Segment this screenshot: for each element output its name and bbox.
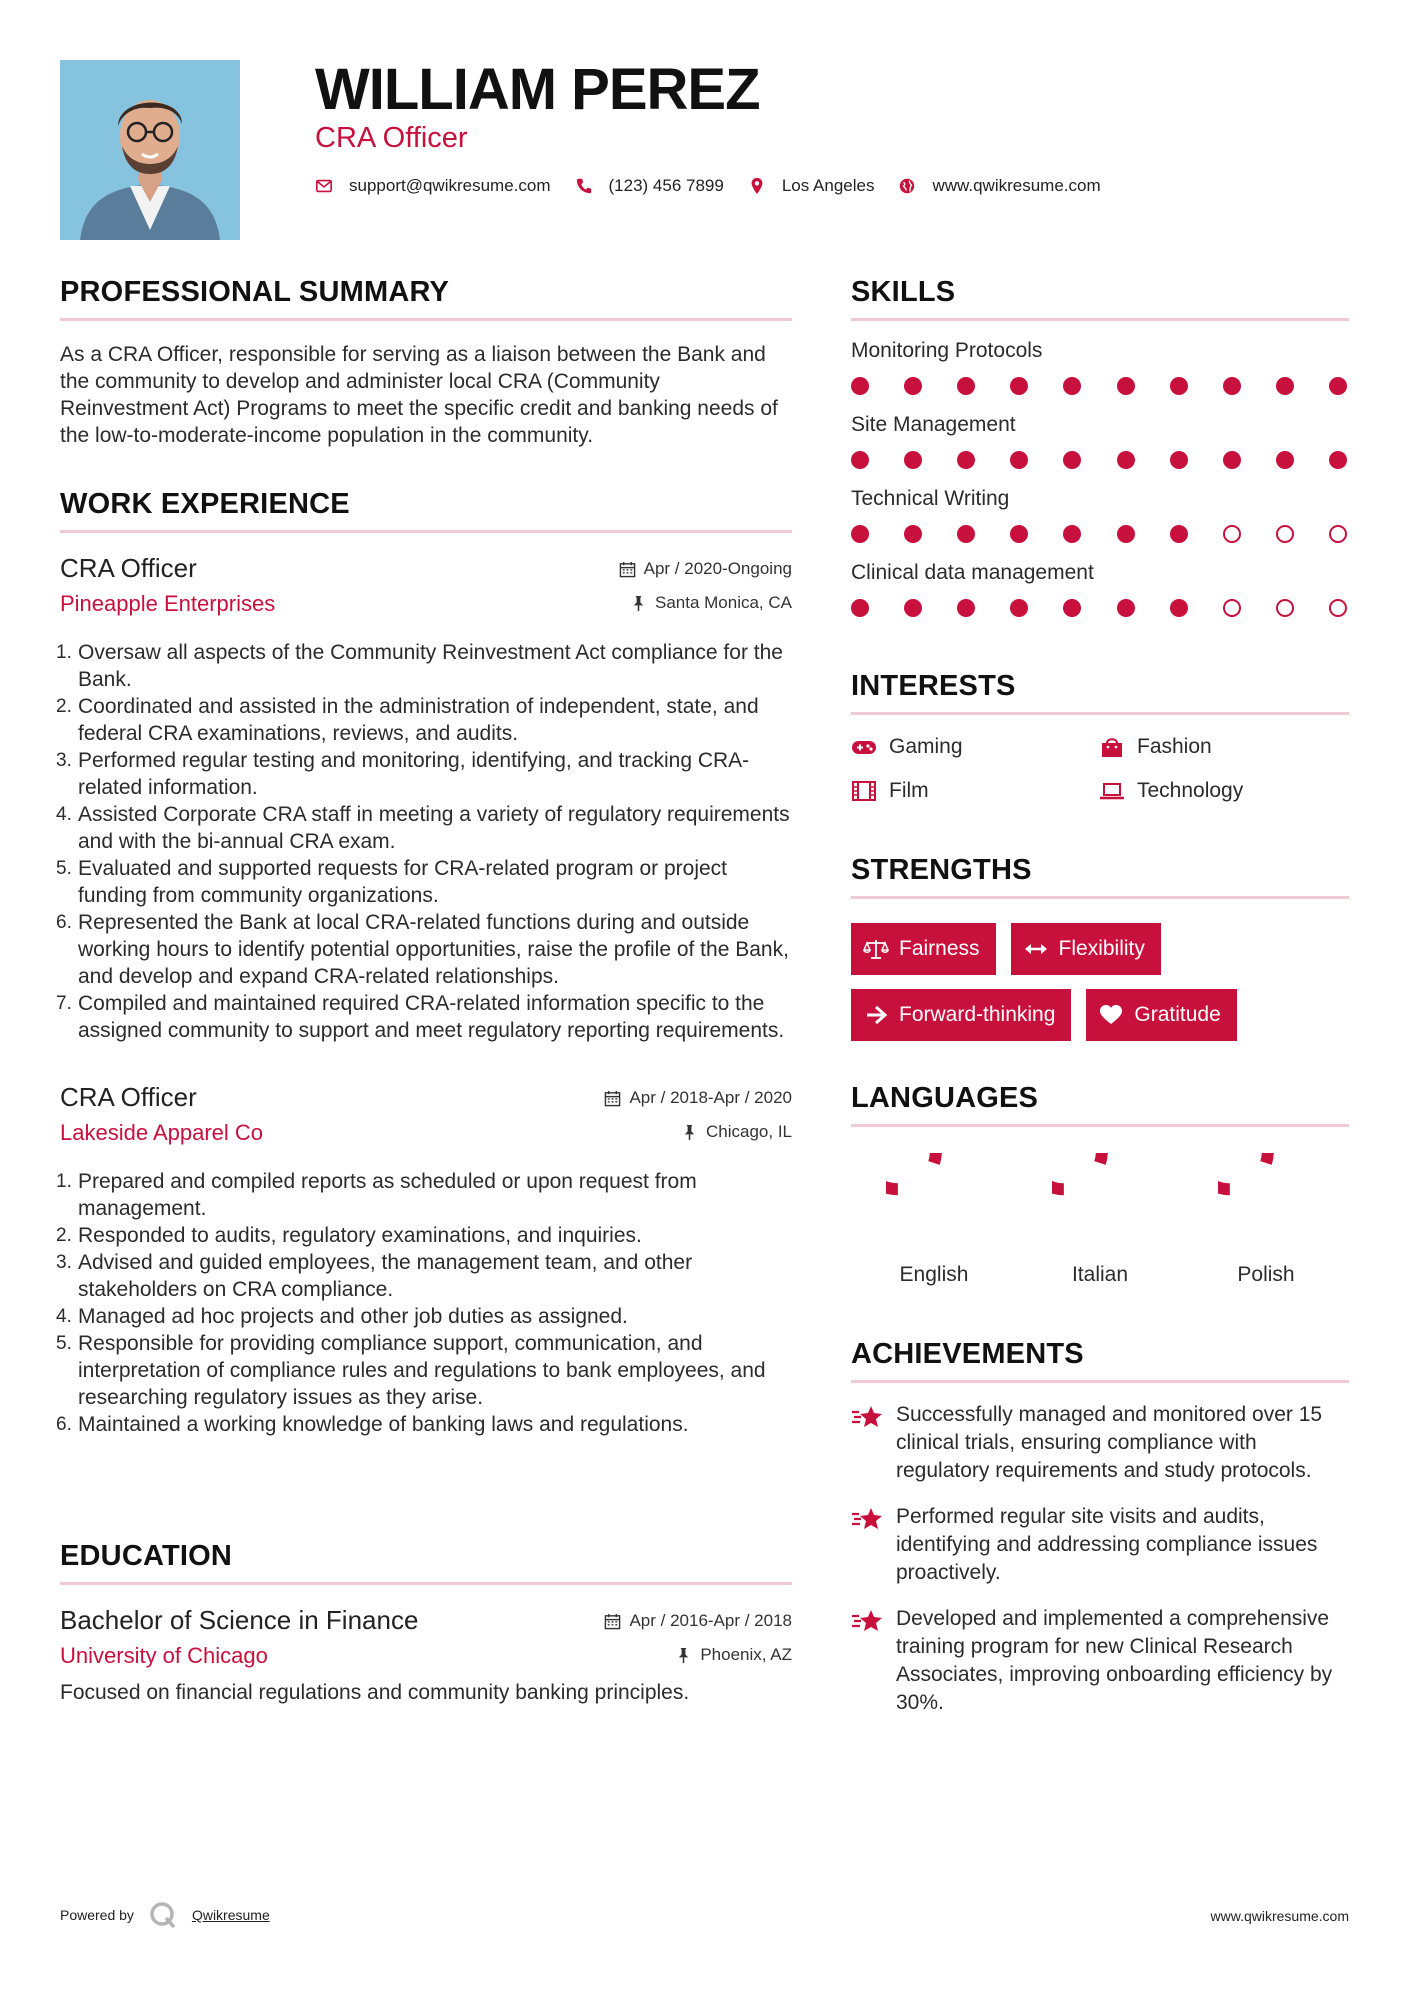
achievement-text: Successfully managed and monitored over 15 clinical trials, ensuring compliance with regulatory requirements and study protocols. [896,1403,1323,1482]
strength-badge [851,989,1071,1041]
skill-dot-filled [1063,377,1081,395]
skill-dot-filled [1276,377,1294,395]
skill-dot-empty [1276,525,1294,543]
skill-dot-empty [1276,599,1294,617]
list-item: 2. Responded to audits, regulatory examinations, and inquiries. [56,1224,642,1247]
skill-dot-filled [1117,377,1135,395]
skill-dot-empty [1223,599,1241,617]
education-location-text: Phoenix, AZ [700,1645,792,1664]
list-item: 5. Evaluated and supported requests for CRA-related program or project funding from community organizations. [56,857,728,907]
interest-label: Technology [1137,779,1244,802]
skill-dot-filled [1170,451,1188,469]
skill-dot-filled [1329,451,1347,469]
strength-label: Fairness [899,937,980,960]
skill-dot-filled [1170,525,1188,543]
education-date-text: Apr / 2016-Apr / 2018 [629,1611,792,1630]
achievement-item [851,1401,1349,1485]
skill-dot-filled [1276,451,1294,469]
skill-dot-filled [1063,451,1081,469]
skill-dot-filled [851,525,869,543]
education-header [60,1605,792,1675]
skill-dot-filled [1170,599,1188,617]
skill-dot-empty [1329,599,1347,617]
skill-dot-filled [1117,599,1135,617]
education-degree: Bachelor of Science in Finance [60,1605,419,1635]
strength-badge [1086,989,1236,1041]
skill-item [851,561,1349,617]
skill-dot-filled [1117,525,1135,543]
achievement-item [851,1605,1349,1717]
phone-icon [575,177,593,195]
language-name: English [899,1263,969,1286]
skill-dot-filled [1010,525,1028,543]
skill-dot-filled [957,599,975,617]
globe-icon [898,177,916,195]
job-entry [56,553,792,1044]
gamepad-icon [851,736,877,758]
contact-email-text: support@qwikresume.com [349,176,551,195]
contact-phone[interactable] [575,176,724,196]
footer-powered-by [60,1900,270,1930]
skill-dot-filled [1223,451,1241,469]
experience-heading: WORK EXPERIENCE [60,488,350,520]
skill-rating [851,525,1349,543]
skill-dot-filled [1063,599,1081,617]
strength-badge [851,923,996,975]
job-location [681,1122,792,1142]
shopping-bag-icon [1099,736,1125,758]
film-icon [851,780,877,802]
calendar-icon [604,1090,621,1107]
achievements-section [851,1338,1349,1717]
job-date-text: Apr / 2018-Apr / 2020 [629,1088,792,1107]
strengths-divider [851,896,1349,899]
achievements-divider [851,1380,1349,1383]
interest-item [851,779,1099,803]
skill-dot-filled [904,451,922,469]
achievement-text: Performed regular site visits and audits, identifying and addressing compliance issues proactively. [896,1505,1318,1584]
shooting-star-icon [851,1403,883,1431]
strength-label: Flexibility [1058,937,1145,960]
skill-item [851,487,1349,543]
job-role: CRA Officer [60,1082,197,1112]
laptop-icon [1099,780,1125,802]
candidate-title: CRA Officer [315,122,468,154]
interest-label: Film [889,779,929,802]
skill-dot-filled [957,525,975,543]
interest-label: Fashion [1137,735,1212,758]
education-date [604,1611,792,1631]
skills-heading: SKILLS [851,276,956,308]
language-item [851,1153,1017,1287]
skill-dot-filled [1010,451,1028,469]
list-item: 1. Prepared and compiled reports as scheduled or upon request from management. [56,1170,697,1220]
skill-name: Technical Writing [851,487,1010,510]
skill-dot-filled [904,599,922,617]
achievement-text: Developed and implemented a comprehensive training program for new Clinical Research Associates, improving onboarding efficiency by 30%. [896,1607,1333,1714]
pushpin-icon [630,595,647,612]
job-role: CRA Officer [60,553,197,583]
footer-website[interactable]: www.qwikresume.com [1210,1908,1349,1924]
contact-email[interactable] [315,176,551,196]
job-date [604,1088,792,1108]
list-item: 7. Compiled and maintained required CRA-related information specific to the assigned community to support and meet regulatory reporting requirements. [56,992,785,1042]
skill-dot-filled [904,377,922,395]
skill-dot-empty [1223,525,1241,543]
education-school: University of Chicago [60,1643,268,1668]
summary-section [60,276,792,449]
job-responsibilities [56,1168,792,1438]
achievement-item [851,1503,1349,1587]
skill-rating [851,599,1349,617]
interests-divider [851,712,1349,715]
interest-label: Gaming [889,735,963,758]
skill-rating [851,377,1349,395]
skill-dot-filled [851,377,869,395]
education-divider [60,1582,792,1585]
list-item: 4. Assisted Corporate CRA staff in meeting a variety of regulatory requirements and with the bi-annual CRA exam. [56,803,790,853]
skill-dot-filled [904,525,922,543]
strengths-section [851,854,1349,1041]
summary-divider [60,318,792,321]
skill-dot-filled [1063,525,1081,543]
job-entry [56,1082,792,1438]
skill-dot-filled [957,377,975,395]
education-section [60,1540,792,1706]
job-company: Lakeside Apparel Co [60,1120,264,1145]
strength-label: Gratitude [1134,1003,1221,1026]
languages-section [851,1082,1349,1287]
skill-item [851,339,1349,395]
education-heading: EDUCATION [60,1540,233,1572]
skill-name: Site Management [851,413,1016,436]
contact-phone-text: (123) 456 7899 [608,176,724,195]
contact-website[interactable] [898,176,1100,196]
skill-dot-filled [851,599,869,617]
skill-dot-filled [1010,599,1028,617]
interest-item [851,735,1099,759]
experience-section [56,488,792,1438]
profile-photo [60,60,240,240]
job-company: Pineapple Enterprises [60,591,276,616]
job-responsibilities [56,639,792,1044]
calendar-icon [619,561,636,578]
job-date [619,559,792,579]
list-item: 5. Responsible for providing compliance support, communication, and interpretation of compliance rules and regulations to bank employees, and researching regulatory issues as they arise. [56,1332,766,1409]
list-item: 3. Advised and guided employees, the management team, and other stakeholders on CRA compliance. [56,1251,693,1301]
language-proficiency-ring [1052,1153,1148,1249]
job-header [60,553,792,623]
list-item: 3. Performed regular testing and monitoring, identifying, and tracking CRA-related information. [56,749,750,799]
skill-dot-filled [1010,377,1028,395]
calendar-icon [604,1613,621,1630]
balance-scale-icon [863,938,889,960]
language-name: Italian [1071,1263,1129,1286]
heart-icon [1098,1004,1124,1026]
job-location-text: Santa Monica, CA [654,593,792,612]
job-location [630,593,792,613]
summary-heading: PROFESSIONAL SUMMARY [60,276,450,308]
qwikresume-logo-icon [148,1900,178,1930]
powered-by-text: Powered by [60,1907,134,1923]
list-item: 4. Managed ad hoc projects and other job duties as assigned. [56,1305,628,1328]
skill-dot-empty [1329,525,1347,543]
list-item: 6. Maintained a working knowledge of banking laws and regulations. [56,1413,689,1436]
skills-divider [851,318,1349,321]
skill-dot-filled [1117,451,1135,469]
arrows-horizontal-icon [1023,938,1049,960]
language-name: Polish [1237,1263,1295,1286]
arrow-right-icon [863,1004,889,1026]
interests-section [851,670,1349,803]
strength-label: Forward-thinking [899,1003,1056,1026]
languages-heading: LANGUAGES [851,1082,1039,1114]
shooting-star-icon [851,1607,883,1635]
pushpin-icon [675,1647,692,1664]
map-pin-icon [748,177,766,195]
shooting-star-icon [851,1505,883,1533]
contact-location-text: Los Angeles [781,176,875,195]
candidate-name: WILLIAM PEREZ [315,57,760,122]
strengths-heading: STRENGTHS [851,854,1032,886]
skills-section [851,276,1349,617]
skill-dot-filled [851,451,869,469]
summary-text: As a CRA Officer, responsible for serving as a liaison between the Bank and the community to develop and administer local CRA (Community Reinvestment Act) Programs to meet the specific credit and banking needs of the low-to-moderate-income population in the community. [60,343,778,447]
skill-dot-filled [957,451,975,469]
contact-website-text: www.qwikresume.com [932,176,1101,195]
education-description: Focused on financial regulations and community banking principles. [60,1681,690,1704]
languages-divider [851,1124,1349,1127]
interests-heading: INTERESTS [851,670,1016,702]
skill-dot-filled [1329,377,1347,395]
strength-badge [1011,923,1161,975]
job-header [60,1082,792,1152]
job-date-text: Apr / 2020-Ongoing [643,559,792,578]
skill-rating [851,451,1349,469]
language-item [1183,1153,1349,1287]
skill-name: Clinical data management [851,561,1094,584]
language-proficiency-ring [1218,1153,1314,1249]
skill-dot-filled [1170,377,1188,395]
contact-bar [315,176,1125,196]
envelope-icon [315,177,333,195]
qwikresume-link[interactable]: Qwikresume [191,1907,270,1923]
contact-location [748,176,875,196]
job-location-text: Chicago, IL [706,1122,792,1141]
skill-item [851,413,1349,469]
skill-dot-filled [1223,377,1241,395]
list-item: 1. Oversaw all aspects of the Community Reinvestment Act compliance for the Bank. [56,641,783,691]
skill-name: Monitoring Protocols [851,339,1043,362]
pushpin-icon [681,1124,698,1141]
language-item [1017,1153,1183,1287]
achievements-heading: ACHIEVEMENTS [851,1338,1084,1370]
language-proficiency-ring [886,1153,982,1249]
list-item: 6. Represented the Bank at local CRA-related functions during and outside working hours to identify potential opportunities, raise the profile of the Bank, and develop and expand CRA-related relationships. [56,911,789,988]
list-item: 2. Coordinated and assisted in the administration of independent, state, and federal CRA examinations, reviews, and audits. [56,695,759,745]
experience-divider [60,530,792,533]
interest-item [1099,779,1347,803]
interest-item [1099,735,1347,759]
education-location [675,1645,792,1665]
